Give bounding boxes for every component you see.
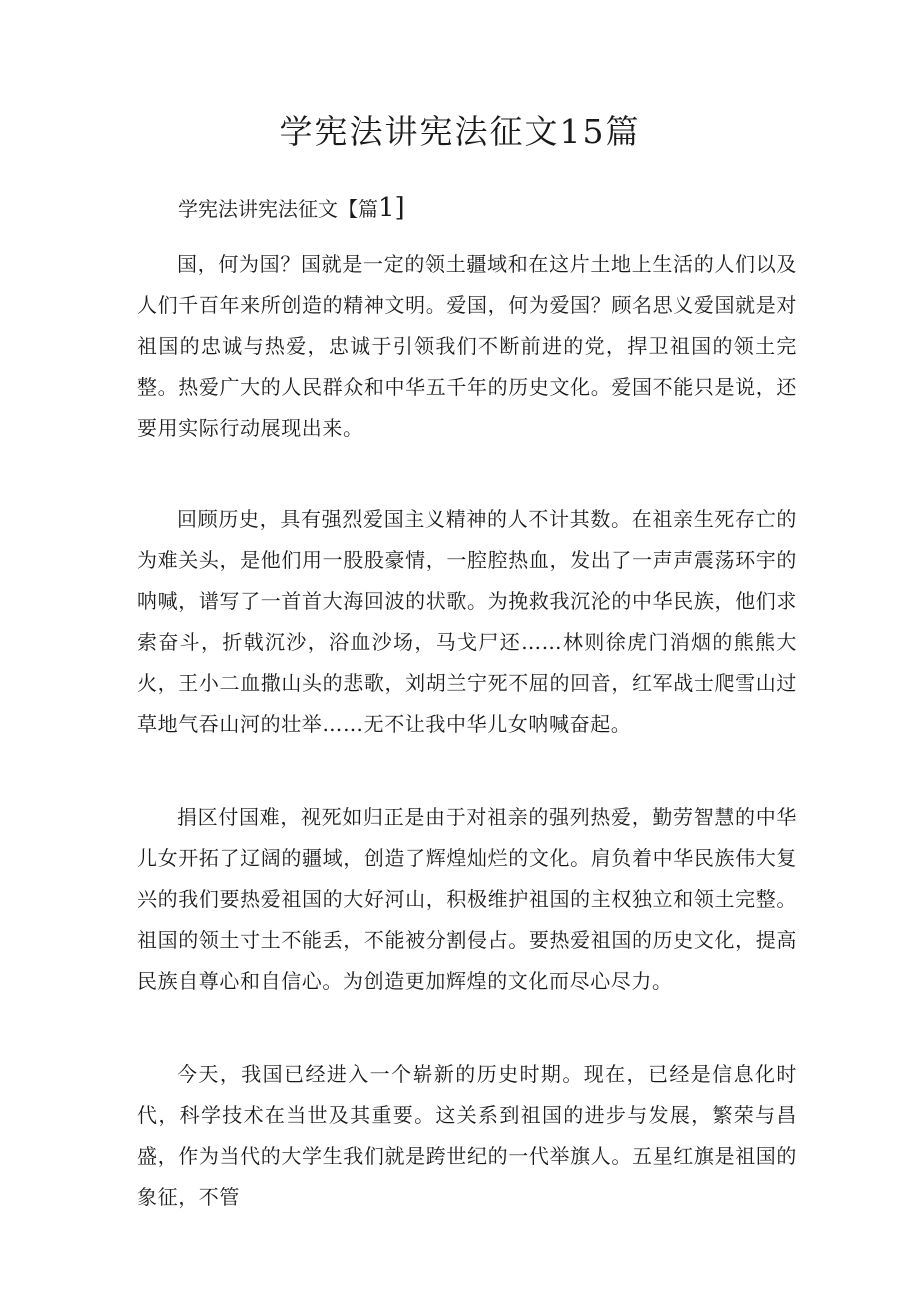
- document-title: 学宪法讲宪法征文15篇: [279, 112, 641, 151]
- paragraph: 国，何为国？国就是一定的领土疆域和在这片土地上生活的人们以及人们千百年来所创造的精神文明。爱国，何为爱国？顾名思义爱国就是对祖国的忠诚与热爱，忠诚于引领我们不断前进的党，捍卫祖国的领土完整。热爱广大的人民群众和中华五千年的历史文化。爱国不能只是说，还要用实际行动展现出来。: [137, 252, 797, 440]
- section-heading-number: 1]: [378, 193, 405, 223]
- paragraph: 今天，我国已经进入一个崭新的历史时期。现在，已经是信息化时代，科学技术在当世及其重要。这关系到祖国的进步与发展，繁荣与昌盛，作为当代的大学生我们就是跨世纪的一代举旗人。五星红旗是祖国的象征，不管: [137, 1062, 797, 1209]
- paragraph: 回顾历史，具有强烈爱国主义精神的人不计其数。在祖亲生死存亡的为难关头，是他们用一股股豪情，一腔腔热血，发出了一声声震荡环宇的呐喊，谱写了一首首大海回波的状歌。为挽救我沉沦的中华民族，他们求索奋斗，折戟沉沙，浴血沙场，马戈尸还……林则徐虎门消烟的熊熊大火，王小二血撒山头的悲歌，刘胡兰宁死不屈的回音，红军战士爬雪山过草地气吞山河的壮举……无不让我中华儿女呐喊奋起。: [137, 507, 797, 736]
- paragraph: 捐区付国难，视死如归正是由于对祖亲的强列热爱，勤劳智慧的中华儿女开拓了辽阔的疆域，创造了辉煌灿烂的文化。肩负着中华民族伟大复兴的我们要热爱祖国的大好河山，积极维护祖国的主权独立和领土完整。祖国的领土寸土不能丢，不能被分割侵占。要热爱祖国的历史文化，提高民族自尊心和自信心。为创造更加辉煌的文化而尽心尽力。: [137, 805, 797, 993]
- section-heading: [178, 192, 405, 226]
- section-heading-prefix: 学宪法讲宪法征文【篇: [178, 197, 378, 221]
